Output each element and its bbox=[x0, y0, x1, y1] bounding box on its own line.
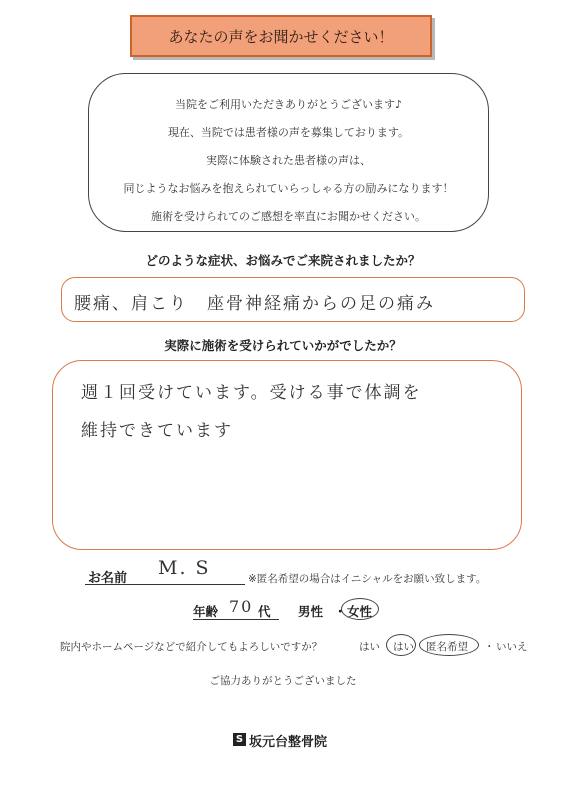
impression-answer-line-1: 週１回受けています。受ける事で体調を bbox=[81, 383, 422, 403]
consent-yes: はい bbox=[359, 641, 380, 653]
intro-line-1: 当院をご利用いただきありがとうございます♪ bbox=[174, 98, 403, 111]
name-value: M. S bbox=[158, 557, 211, 579]
intro-line-5: 施術を受けられてのご感想を率直にお聞かせください。 bbox=[151, 210, 426, 223]
question-impression: 実際に施術を受けられていかがでしたか？ bbox=[164, 338, 402, 353]
name-label: お名前 bbox=[88, 571, 128, 586]
female-option: 女性 bbox=[347, 604, 373, 619]
consent-yes-circled: はい bbox=[393, 641, 414, 653]
symptoms-answer: 腰痛、肩こり 座骨神経痛からの足の痛み bbox=[74, 294, 435, 314]
name-underline bbox=[85, 584, 245, 585]
question-symptoms: どのような症状、お悩みでご来院されましたか？ bbox=[145, 253, 421, 268]
symptoms-answer-box bbox=[61, 277, 525, 322]
consent-question: 院内やホームページなどで紹介してもよろしいですか？ bbox=[60, 641, 323, 653]
consent-no: いいえ bbox=[496, 641, 528, 653]
gender-separator: ・ bbox=[334, 604, 347, 619]
thanks-message: ご協力ありがとうございました bbox=[209, 675, 357, 687]
consent-anonymous: 匿名希望 bbox=[426, 641, 468, 653]
age-label: 年齢 bbox=[193, 604, 219, 619]
female-selected-circle bbox=[341, 598, 379, 620]
intro-line-2: 現在、当院では患者様の声を募集しております。 bbox=[167, 126, 410, 139]
impression-answer-line-2: 維持できています bbox=[81, 421, 233, 441]
intro-panel bbox=[88, 73, 489, 232]
impression-answer-box bbox=[52, 360, 522, 550]
name-note: ※匿名希望の場合はイニシャルをお願い致します。 bbox=[248, 573, 487, 585]
consent-yes-circle bbox=[386, 634, 416, 656]
intro-line-3: 実際に体験された患者様の声は、 bbox=[206, 154, 371, 167]
clinic-logo-icon: S bbox=[233, 733, 246, 746]
male-option: 男性 bbox=[298, 604, 324, 619]
consent-anonymous-circle bbox=[419, 634, 479, 656]
consent-dot: ・ bbox=[484, 641, 495, 653]
clinic-name: 坂元台整骨院 bbox=[249, 735, 328, 750]
survey-title: あなたの声をお聞かせください！ bbox=[130, 15, 432, 57]
age-value: 70 bbox=[229, 597, 254, 616]
intro-line-4: 同じようなお悩みを抱えられていらっしゃる方の励みになります！ bbox=[123, 182, 454, 195]
age-suffix: 代 bbox=[258, 604, 271, 619]
